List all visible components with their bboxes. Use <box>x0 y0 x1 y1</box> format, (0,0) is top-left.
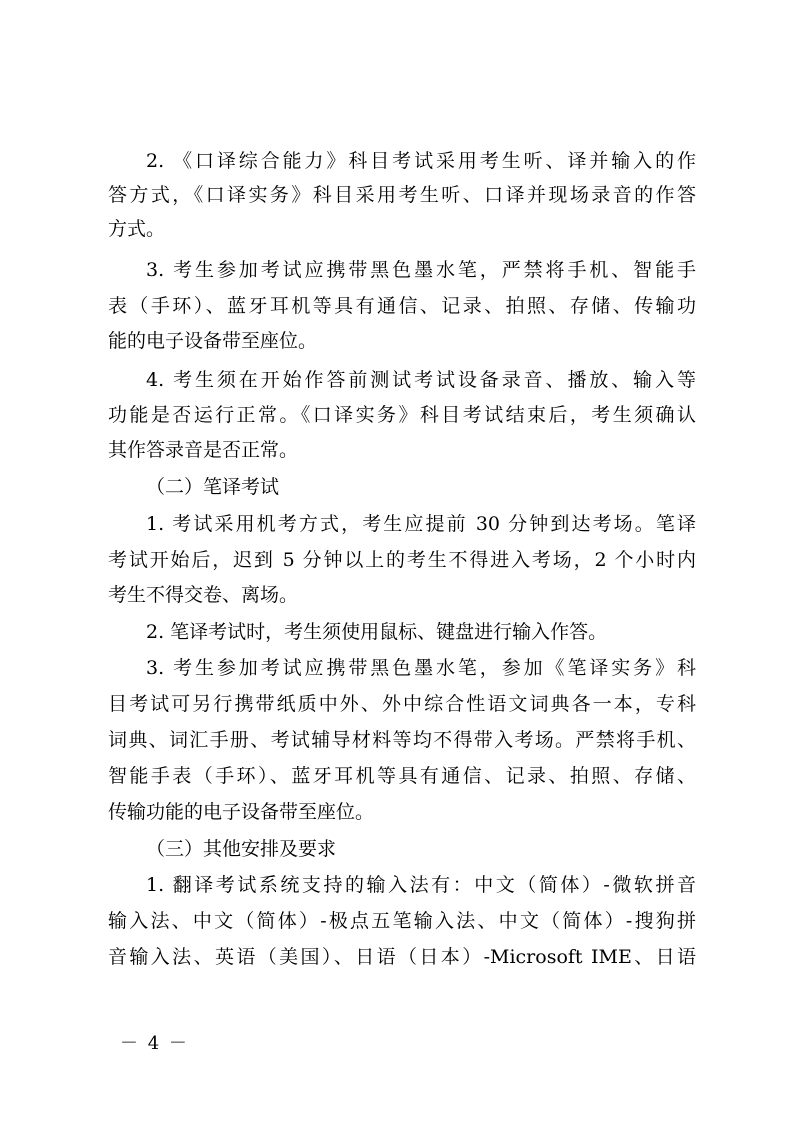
text-line: 功能是否运行正常。《口译实务》科目考试结束后，考生须确认 <box>108 404 696 426</box>
text-line: 表（手环）、蓝牙耳机等具有通信、记录、拍照、存储、传输功 <box>108 295 696 317</box>
section-heading: （三）其他安排及要求 <box>146 838 337 860</box>
text-line: 方式。 <box>108 218 166 240</box>
text-line: 目考试可另行携带纸质中外、外中综合性语文词典各一本，专科 <box>108 693 696 715</box>
text-line: 智能手表（手环）、蓝牙耳机等具有通信、记录、拍照、存储、 <box>108 765 696 787</box>
text-line: 2. 笔译考试时，考生须使用鼠标、键盘进行输入作答。 <box>146 621 608 643</box>
section-heading: （二）笔译考试 <box>146 476 280 498</box>
text-line: 1. 翻译考试系统支持的输入法有：中文（简体）-微软拼音 <box>146 874 696 896</box>
page-number: － 4 － <box>120 1033 189 1054</box>
text-line: 1. 考试采用机考方式，考生应提前 30 分钟到达考场。笔译 <box>146 513 696 535</box>
text-line: 3. 考生参加考试应携带黑色墨水笔，严禁将手机、智能手 <box>146 259 696 281</box>
text-line: 其作答录音是否正常。 <box>108 439 299 461</box>
text-line: 输入法、中文（简体）-极点五笔输入法、中文（简体）-搜狗拼 <box>108 910 696 932</box>
text-line: 音输入法、英语（美国）、日语（日本）-Microsoft IME、日语 <box>108 946 696 968</box>
text-line: 考生不得交卷、离场。 <box>108 584 299 606</box>
text-line: 答方式，《口译实务》科目采用考生听、口译并现场录音的作答 <box>108 184 696 206</box>
text-line: 能的电子设备带至座位。 <box>108 330 318 352</box>
text-line: 考试开始后，迟到 5 分钟以上的考生不得进入考场，2 个小时内 <box>108 549 696 571</box>
text-line: 传输功能的电子设备带至座位。 <box>108 801 375 823</box>
text-line: 词典、词汇手册、考试辅导材料等均不得带入考场。严禁将手机、 <box>108 729 696 751</box>
text-line: 2. 《口译综合能力》科目考试采用考生听、译并输入的作 <box>146 150 696 172</box>
text-line: 4. 考生须在开始作答前测试考试设备录音、播放、输入等 <box>146 369 696 391</box>
text-line: 3. 考生参加考试应携带黑色墨水笔，参加《笔译实务》科 <box>146 657 696 679</box>
